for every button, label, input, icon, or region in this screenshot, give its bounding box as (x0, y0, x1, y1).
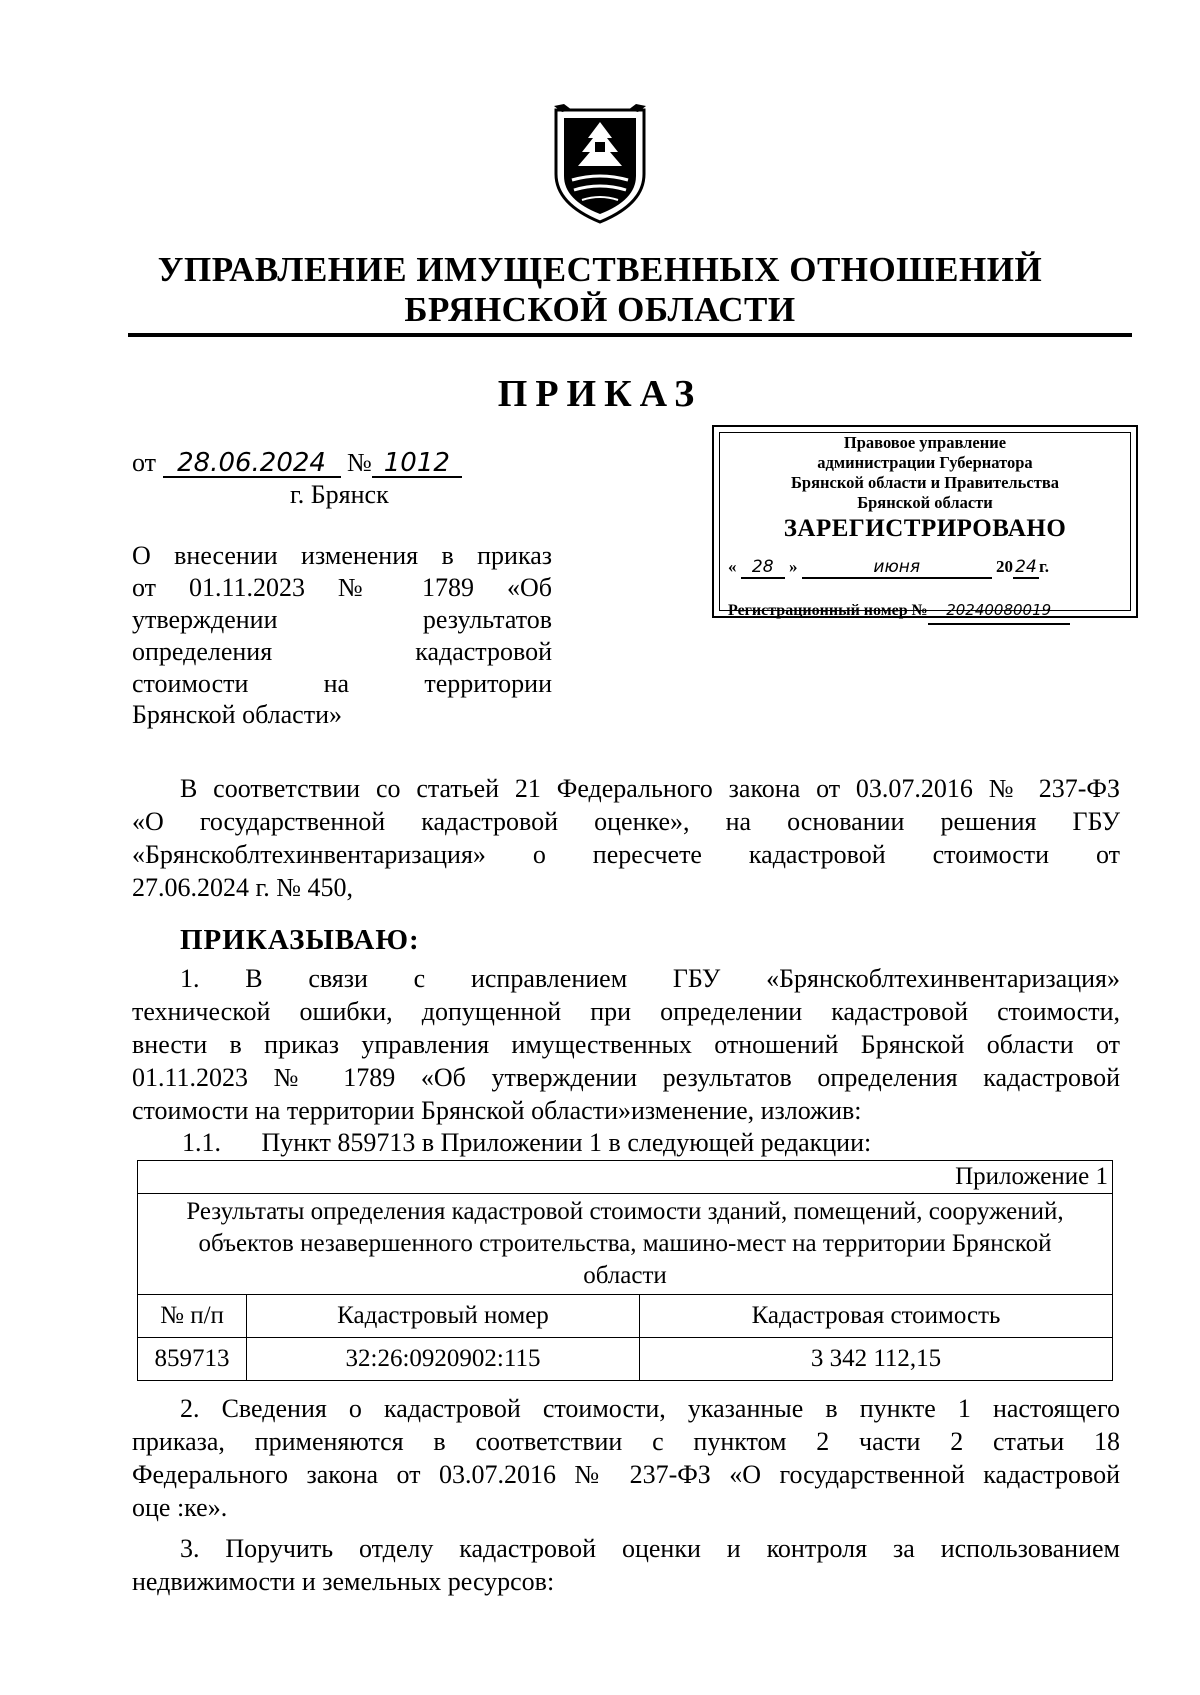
item-2-line: 2. Сведения о кадастровой стоимости, указанные в пункте 1 настоящего (180, 1394, 1120, 1423)
stamp-registered: ЗАРЕГИСТРИРОВАНО (783, 515, 1067, 542)
item-3-line: 3. Поручить отделу кадастровой оценки и контроля за использованием (180, 1534, 1120, 1563)
stamp-line-1: Правовое управление (843, 433, 1007, 452)
table-cell-cadastral-number: 32:26:0920902:115 (247, 1338, 640, 1381)
preamble-paragraph (132, 772, 1120, 904)
item-3-paragraph (132, 1532, 1120, 1598)
stamp-year-prefix: 20 (996, 557, 1013, 576)
order-number: 1012 (372, 450, 462, 478)
item-1-1 (182, 1128, 871, 1158)
table-appendix-row (138, 1161, 1113, 1194)
table-caption-row (138, 1194, 1113, 1295)
cadastral-value-table (137, 1160, 1113, 1381)
subject-line: определения кадастровой (132, 637, 552, 666)
item-2-line: приказа, применяются в соответствии с пунктом 2 части 2 статьи 18 (132, 1427, 1120, 1456)
header-line-1: УПРАВЛЕНИЕ ИМУЩЕСТВЕННЫХ ОТНОШЕНИЙ (157, 250, 1043, 289)
stamp-inner-border (719, 432, 1131, 611)
stamp-registration-number (728, 597, 1070, 625)
table-caption: Результаты определения кадастровой стоимости зданий, помещений, сооружений, объектов незавершенного строительства, машино-мест на территории Брянской области (138, 1194, 1113, 1295)
subject-line: от 01.11.2023 № 1789 «Об (132, 573, 552, 602)
item-1-line: стоимости на территории Брянской области»изменение, изложив: (132, 1096, 862, 1125)
table-row (138, 1338, 1113, 1381)
stamp-date-open-quote: « (728, 557, 737, 576)
table-cell-number: 859713 (138, 1338, 247, 1381)
stamp-year-suffix: 24 (1013, 557, 1039, 579)
order-date-line (132, 448, 462, 478)
stamp-date (728, 557, 1120, 579)
subject-line: стоимости на территории (132, 669, 552, 698)
item-1-line: 01.11.2023 № 1789 «Об утверждении результатов определения кадастровой (132, 1063, 1120, 1092)
order-subject (132, 540, 552, 700)
number-label: № (347, 448, 372, 477)
item-2-line: оце :ке». (132, 1493, 228, 1522)
table-appendix: Приложение 1 (138, 1161, 1113, 1194)
order-city: г. Брянск (290, 480, 389, 509)
header-divider (128, 333, 1132, 337)
table-header-cell: № п/п (138, 1295, 247, 1338)
stamp-regno-label: Регистрационный номер № (728, 602, 928, 619)
preamble-line: 27.06.2024 г. № 450, (132, 873, 354, 902)
preamble-line: «О государственной кадастровой оценке», на основании решения ГБУ (132, 807, 1120, 836)
stamp-date-close-quote: » (789, 557, 798, 576)
item-1-paragraph (132, 962, 1120, 1127)
stamp-date-day: 28 (741, 557, 785, 579)
document-title: ПРИКАЗ (497, 373, 703, 415)
stamp-line-3: Брянской области и Правительства (791, 473, 1059, 492)
stamp-line-2: администрации Губернатора (817, 453, 1033, 472)
table-header-cell: Кадастровая стоимость (640, 1295, 1113, 1338)
subject-last-line: Брянской области» (132, 700, 342, 729)
stamp-date-month: июня (802, 557, 992, 579)
subject-line: О внесении изменения в приказ (132, 541, 552, 570)
header-line-2: БРЯНСКОЙ ОБЛАСТИ (404, 290, 796, 329)
table-header-row (138, 1295, 1113, 1338)
item-1-line: внести в приказ управления имущественных отношений Брянской области от (132, 1030, 1120, 1059)
registration-stamp (712, 425, 1138, 618)
from-label: от (132, 448, 157, 477)
table-cell-cadastral-value: 3 342 112,15 (640, 1338, 1113, 1381)
subject-line: утверждении результатов (132, 605, 552, 634)
item-1-line: технической ошибки, допущенной при определении кадастровой стоимости, (132, 997, 1120, 1026)
item-2-line: Федерального закона от 03.07.2016 № 237-ФЗ «О государственной кадастровой (132, 1460, 1120, 1489)
item-1-1-text: Пункт 859713 в Приложении 1 в следующей редакции: (261, 1128, 872, 1157)
item-2-paragraph (132, 1392, 1120, 1524)
stamp-year-unit: г. (1039, 557, 1050, 576)
preamble-line: «Брянскоблтехинвентаризация» о пересчете кадастровой стоимости от (132, 840, 1120, 869)
item-1-1-number: 1.1. (182, 1128, 221, 1157)
table-header-cell: Кадастровый номер (247, 1295, 640, 1338)
item-1-line: 1. В связи с исправлением ГБУ «Брянскоблтехинвентаризация» (180, 964, 1120, 993)
item-3-line: недвижимости и земельных ресурсов: (132, 1567, 555, 1596)
preamble-line: В соответствии со статьей 21 Федерального закона от 03.07.2016 № 237-ФЗ (180, 774, 1120, 803)
order-date: 28.06.2024 (163, 450, 341, 478)
order-word: ПРИКАЗЫВАЮ: (180, 924, 420, 956)
stamp-regno-value: 20240080019 (928, 597, 1070, 625)
stamp-line-4: Брянской области (857, 493, 993, 512)
coat-of-arms-emblem (552, 104, 648, 226)
